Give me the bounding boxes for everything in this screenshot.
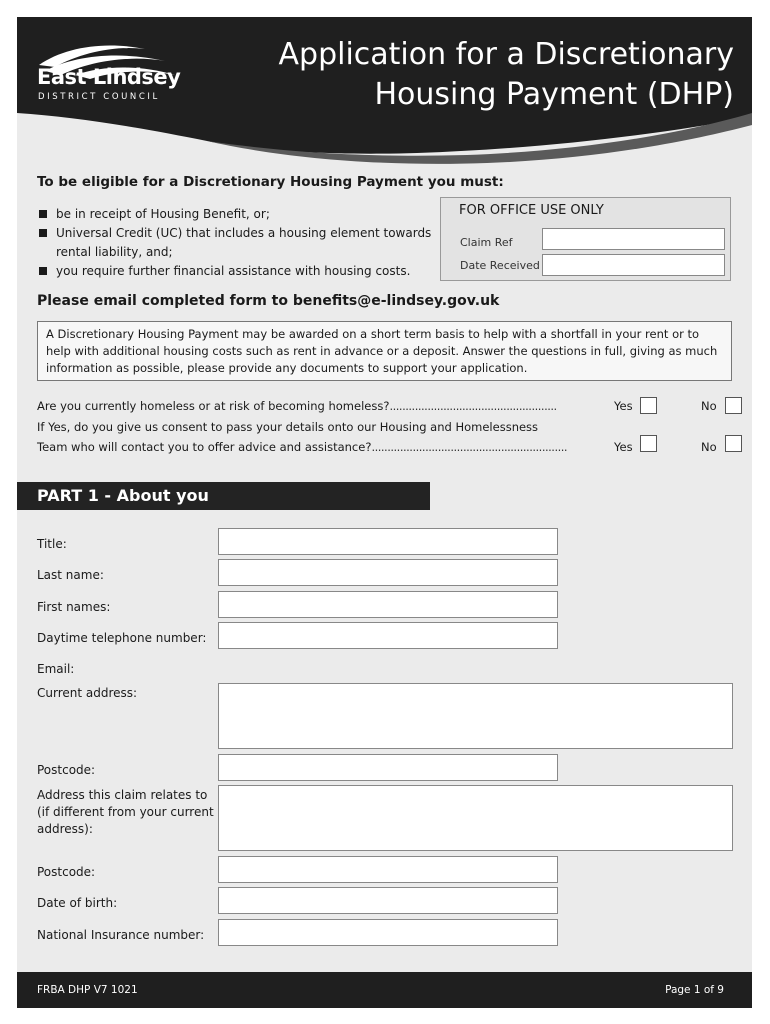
first-names-label: First names:: [37, 600, 111, 614]
dob-label: Date of birth:: [37, 896, 118, 910]
date-received-label: Date Received: [460, 259, 540, 272]
consent-yes-checkbox[interactable]: [640, 435, 657, 452]
date-received-field[interactable]: [542, 254, 725, 276]
eligibility-heading: To be eligible for a Discretionary Housing Payment you must:: [37, 174, 504, 190]
footer: [17, 972, 752, 1008]
last-name-label: Last name:: [37, 568, 104, 582]
page-title: [279, 35, 735, 115]
no-label: No: [701, 440, 717, 454]
current-address-input[interactable]: [218, 683, 733, 749]
claim-address-label: Address this claim relates to (if different from your current address):: [37, 788, 214, 836]
yes-label: Yes: [614, 399, 633, 413]
council-name: East Lindsey: [37, 65, 181, 89]
no-label: No: [701, 399, 717, 413]
consent-no-checkbox[interactable]: [725, 435, 742, 452]
office-use-title: FOR OFFICE USE ONLY: [459, 203, 604, 218]
eligibility-item: be in receipt of Housing Benefit, or;: [37, 205, 437, 224]
yes-label: Yes: [614, 440, 633, 454]
title-input[interactable]: [218, 528, 558, 555]
header-banner: [17, 17, 752, 182]
info-box: A Discretionary Housing Payment may be awarded on a short term basis to help with a shortfall in your rent or to help with additional housing costs such as rent in advance or a deposit. Answer the questions in full, giving as much information as possible, please provide any documents to support your application.: [37, 321, 732, 381]
council-subtitle: DISTRICT COUNCIL: [38, 92, 160, 102]
eligibility-item: Universal Credit (UC) that includes a housing element towards rental liability, and;: [37, 224, 437, 262]
last-name-input[interactable]: [218, 559, 558, 586]
form-code: FRBA DHP V7 1021: [37, 984, 138, 996]
question-consent-text-1: If Yes, do you give us consent to pass your details onto our Housing and Homelessness: [37, 420, 539, 434]
ni-number-input[interactable]: [218, 919, 558, 946]
eligibility-list: [37, 205, 437, 281]
dob-input[interactable]: [218, 887, 558, 914]
eligibility-item: you require further financial assistance with housing costs.: [37, 262, 437, 281]
page-number: Page 1 of 9: [665, 984, 724, 996]
claim-postcode-label: Postcode:: [37, 865, 96, 879]
claim-postcode-input[interactable]: [218, 856, 558, 883]
title-line-1: Application for a Discretionary: [278, 37, 734, 72]
form-page: [17, 17, 752, 1008]
claim-ref-label: Claim Ref: [460, 236, 513, 249]
postcode-label: Postcode:: [37, 763, 96, 777]
telephone-input[interactable]: [218, 622, 558, 649]
title-line-2: Housing Payment (DHP): [374, 77, 734, 112]
homeless-no-checkbox[interactable]: [725, 397, 742, 414]
claim-ref-field[interactable]: [542, 228, 725, 250]
leader-dots: .....................................................: [389, 399, 557, 413]
title-label: Title:: [37, 537, 67, 551]
part-1-heading: PART 1 - About you: [17, 482, 430, 510]
first-names-input[interactable]: [218, 591, 558, 618]
ni-number-label: National Insurance number:: [37, 928, 205, 942]
postcode-input[interactable]: [218, 754, 558, 781]
leader-dots: ..............................................................: [371, 440, 568, 454]
claim-address-input[interactable]: [218, 785, 733, 851]
email-label: Email:: [37, 662, 75, 676]
current-address-label: Current address:: [37, 686, 138, 700]
email-instruction: Please email completed form to benefits@e-lindsey.gov.uk: [37, 293, 500, 309]
homeless-yes-checkbox[interactable]: [640, 397, 657, 414]
telephone-label: Daytime telephone number:: [37, 631, 207, 645]
question-consent-text-2: Team who will contact you to offer advice and assistance?: [37, 440, 372, 454]
question-homeless-text: Are you currently homeless or at risk of becoming homeless?: [37, 399, 390, 413]
office-use-box: [440, 197, 731, 281]
